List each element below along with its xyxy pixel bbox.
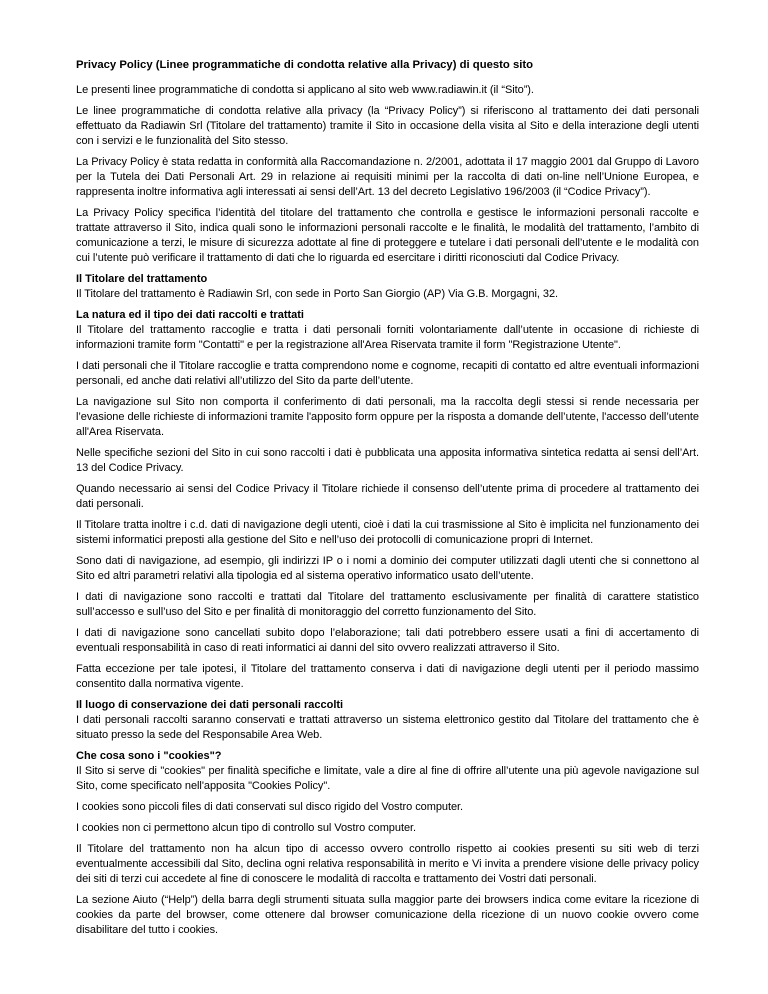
section-paragraph: I dati personali che il Titolare raccoglie e tratta comprendono nome e cognome, recapiti di contatto ed altre eventuali informazioni personali, ed anche dati relativi all’utilizzo del Sito da parte dell’utente. [76,360,699,387]
section-natura-dati [76,308,699,692]
section-paragraph: I cookies non ci permettono alcun tipo di controllo sul Vostro computer. [76,822,417,834]
section-heading: La natura ed il tipo dei dati raccolti e trattati [76,309,304,321]
section-paragraph: Il Titolare del trattamento è Radiawin Srl, con sede in Porto San Giorgio (AP) Via G.B. Morgagni, 32. [76,288,559,300]
section-paragraph: La sezione Aiuto (“Help”) della barra degli strumenti situata sulla maggior parte dei browsers indica come evitare la ricezione di cookies da parte del browser, come ottenere dal browser comunicazione della ricezione di un nuovo cookie ovvero come disabilitare del tutto i cookies. [76,894,699,936]
section-paragraph: La navigazione sul Sito non comporta il conferimento di dati personali, ma la raccolta degli stessi si rende necessaria per l’evasione delle richieste di informazioni tramite l'apposito form oppure per la risposta a domande dell’utente, l'accesso dell’utente all'Area Riservata. [76,396,699,438]
section-paragraph: Il Sito si serve di "cookies" per finalità specifiche e limitate, vale a dire al fine di offrire all’utente una più agevole navigazione sul Sito, come specificato nell'apposita "Cookies Policy". [76,765,699,792]
section-paragraph: Il Titolare del trattamento raccoglie e tratta i dati personali forniti volontariamente dall’utente in occasione di richieste di informazioni tramite form "Contatti" e per la registrazione all'Area Riservata tramite il form "Registrazione Utente". [76,324,699,351]
section-paragraph: I dati personali raccolti saranno conservati e trattati attraverso un sistema elettronico gestito dal Titolare del trattamento che è situato presso la sede del Responsabile Area Web. [76,714,699,741]
section-heading: Il luogo di conservazione dei dati personali raccolti [76,699,344,711]
section-heading: Che cosa sono i "cookies"? [76,750,222,762]
section-heading: Il Titolare del trattamento [76,273,208,285]
section-paragraph: Sono dati di navigazione, ad esempio, gli indirizzi IP o i nomi a dominio dei computer utilizzati dagli utenti che si connettono al Sito ed altri parametri relativi alla tipologia ed al sistema operativo informatico usato dell’utente. [76,555,699,582]
section-paragraph: Il Titolare tratta inoltre i c.d. dati di navigazione degli utenti, cioè i dati la cui trasmissione al Sito è implicita nel funzionamento dei sistemi informatici preposti alla gestione del Sito e nell’uso dei protocolli di comunicazione propri di Internet. [76,519,699,546]
section-paragraph: Il Titolare del trattamento non ha alcun tipo di accesso ovvero controllo rispetto ai cookies presenti su siti web di terzi eventualmente accessibili dal Sito, declina ogni relativa responsabilità in merito e Vi invita a prendere visione delle privacy policy dei siti di terzi cui accedete al fine di conoscere le modalità di raccolta e trattamento dei Vostri dati personali. [76,843,699,885]
section-cookies [76,749,699,938]
section-paragraph: Nelle specifiche sezioni del Sito in cui sono raccolti i dati è pubblicata una apposita informativa sintetica redatta ai sensi dell’Art. 13 del Codice Privacy. [76,447,699,474]
section-paragraph: Fatta eccezione per tale ipotesi, il Titolare del trattamento conserva i dati di navigazione degli utenti per il periodo massimo consentito dalla normativa vigente. [76,663,699,690]
section-paragraph: I cookies sono piccoli files di dati conservati sul disco rigido del Vostro computer. [76,801,464,813]
section-paragraph: Quando necessario ai sensi del Codice Privacy il Titolare richiede il consenso dell’utente prima di procedere al trattamento dei dati personali. [76,483,699,510]
intro-block [76,83,699,266]
section-paragraph: I dati di navigazione sono raccolti e trattati dal Titolare del trattamento esclusivamente per finalità di carattere statistico sull’accesso e sull’uso del Sito e per finalità di monitoraggio del corretto funzionamento del Sito. [76,591,699,618]
intro-paragraph: Le linee programmatiche di condotta relative alla privacy (la “Privacy Policy”) si riferiscono al trattamento dei dati personali effettuato da Radiawin Srl (Titolare del trattamento) tramite il Sito in occasione della visita al Sito e della interazione degli utenti con i servizi e le funzionalità del Sito stesso. [76,105,699,147]
intro-paragraph: Le presenti linee programmatiche di condotta si applicano al sito web www.radiawin.it (il “Sito”). [76,84,534,96]
section-titolare [76,272,699,302]
section-paragraph: I dati di navigazione sono cancellati subito dopo l’elaborazione; tali dati potrebbero essere usati a fini di accertamento di eventuali responsabilità in caso di reati informatici ai danni del sito ovvero realizzati attraverso il Sito. [76,627,699,654]
section-luogo-conservazione [76,698,699,743]
intro-paragraph: La Privacy Policy è stata redatta in conformità alla Raccomandazione n. 2/2001, adottata il 17 maggio 2001 dal Gruppo di Lavoro per la Tutela dei Dati Personali Art. 29 in relazione ai requisiti minimi per la raccolta di dati on-line nell’Unione Europea, e rappresenta inoltre informativa agli interessati ai sensi dell’Art. 13 del decreto Legislativo 196/2003 (il “Codice Privacy”). [76,156,699,198]
document-title: Privacy Policy (Linee programmatiche di condotta relative alla Privacy) di questo sito [76,59,534,71]
intro-paragraph: La Privacy Policy specifica l’identità del titolare del trattamento che controlla e gestisce le informazioni personali raccolte e trattate attraverso il Sito, indica quali sono le informazioni personali raccolte e le finalità, le modalità del trattamento, l’ambito di comunicazione a terzi, le misure di sicurezza adottate al fine di proteggere e tutelare i dati personali dell’utente e le modalità con cui l’utente può verificare il trattamento di dati che lo riguarda ed esercitare i diritti riconosciuti dal Codice Privacy. [76,207,699,264]
